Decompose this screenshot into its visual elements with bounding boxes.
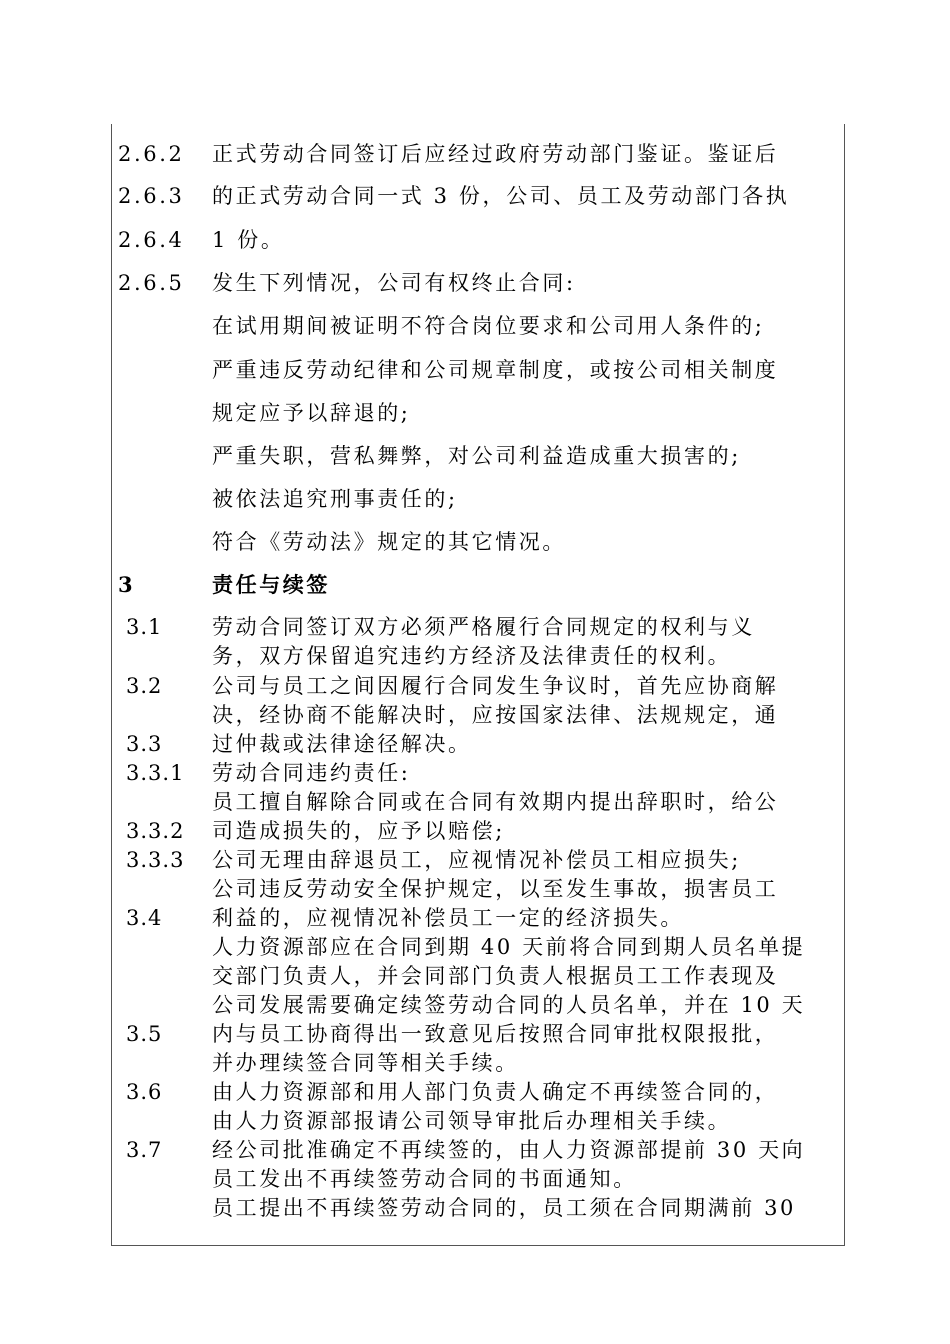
text-line: 员工擅自解除合同或在合同有效期内提出辞职时，给公 bbox=[212, 790, 779, 814]
section-number: 3 bbox=[118, 572, 134, 597]
text-line: 严重失职，营私舞弊，对公司利益造成重大损害的; bbox=[212, 444, 741, 468]
text-line: 符合《劳动法》规定的其它情况。 bbox=[212, 530, 566, 554]
text-line: 过仲裁或法律途径解决。 bbox=[212, 732, 472, 756]
text-line: 1 份。 bbox=[212, 228, 285, 252]
text-line: 员工提出不再续签劳动合同的，员工须在合同期满前 30 bbox=[212, 1196, 796, 1220]
text-line: 并办理续签合同等相关手续。 bbox=[212, 1051, 519, 1075]
text-line: 被依法追究刑事责任的; bbox=[212, 487, 458, 511]
clause-number: 3.3 bbox=[126, 732, 163, 756]
text-line: 严重违反劳动纪律和公司规章制度，或按公司相关制度 bbox=[212, 358, 779, 382]
section-heading: 责任与续签 bbox=[212, 572, 330, 597]
text-line: 公司与员工之间因履行合同发生争议时，首先应协商解 bbox=[212, 674, 779, 698]
text-line: 司造成损失的，应予以赔偿; bbox=[212, 819, 505, 843]
clause-number: 3.3.3 bbox=[126, 848, 185, 872]
text-line: 在试用期间被证明不符合岗位要求和公司用人条件的; bbox=[212, 314, 765, 338]
text-line: 由人力资源部和用人部门负责人确定不再续签合同的， bbox=[212, 1080, 779, 1104]
clause-number: 3.7 bbox=[126, 1138, 163, 1162]
text-line: 的正式劳动合同一式 3 份，公司、员工及劳动部门各执 bbox=[212, 184, 790, 208]
text-line: 劳动合同违约责任: bbox=[212, 761, 411, 785]
clause-number: 3.6 bbox=[126, 1080, 163, 1104]
text-line: 决，经协商不能解决时，应按国家法律、法规规定，通 bbox=[212, 703, 779, 727]
clause-number: 3.1 bbox=[126, 615, 163, 639]
clause-number: 2.6.3 bbox=[118, 184, 185, 208]
clause-number: 3.4 bbox=[126, 906, 163, 930]
text-line: 内与员工协商得出一致意见后按照合同审批权限报批， bbox=[212, 1022, 779, 1046]
text-line: 公司发展需要确定续签劳动合同的人员名单，并在 10 天 bbox=[212, 993, 806, 1017]
clause-number: 3.3.1 bbox=[126, 761, 185, 785]
clause-number: 2.6.4 bbox=[118, 228, 185, 252]
text-line: 发生下列情况，公司有权终止合同: bbox=[212, 271, 576, 295]
clause-number: 3.5 bbox=[126, 1022, 163, 1046]
text-line: 规定应予以辞退的; bbox=[212, 401, 411, 425]
text-line: 人力资源部应在合同到期 40 天前将合同到期人员名单提 bbox=[212, 935, 806, 959]
text-line: 正式劳动合同签订后应经过政府劳动部门鉴证。鉴证后 bbox=[212, 142, 779, 166]
text-line: 利益的，应视情况补偿员工一定的经济损失。 bbox=[212, 906, 684, 930]
text-line: 公司违反劳动安全保护规定，以至发生事故，损害员工 bbox=[212, 877, 779, 901]
text-line: 员工发出不再续签劳动合同的书面通知。 bbox=[212, 1167, 637, 1191]
text-line: 公司无理由辞退员工，应视情况补偿员工相应损失; bbox=[212, 848, 741, 872]
text-line: 劳动合同签订双方必须严格履行合同规定的权利与义 bbox=[212, 615, 755, 639]
clause-number: 3.2 bbox=[126, 674, 163, 698]
text-line: 由人力资源部报请公司领导审批后办理相关手续。 bbox=[212, 1109, 732, 1133]
text-line: 交部门负责人，并会同部门负责人根据员工工作表现及 bbox=[212, 964, 779, 988]
clause-number: 3.3.2 bbox=[126, 819, 185, 843]
text-line: 经公司批准确定不再续签的，由人力资源部提前 30 天向 bbox=[212, 1138, 806, 1162]
clause-number: 2.6.5 bbox=[118, 271, 185, 295]
text-line: 务，双方保留追究违约方经济及法律责任的权利。 bbox=[212, 644, 732, 668]
clause-number: 2.6.2 bbox=[118, 142, 185, 166]
